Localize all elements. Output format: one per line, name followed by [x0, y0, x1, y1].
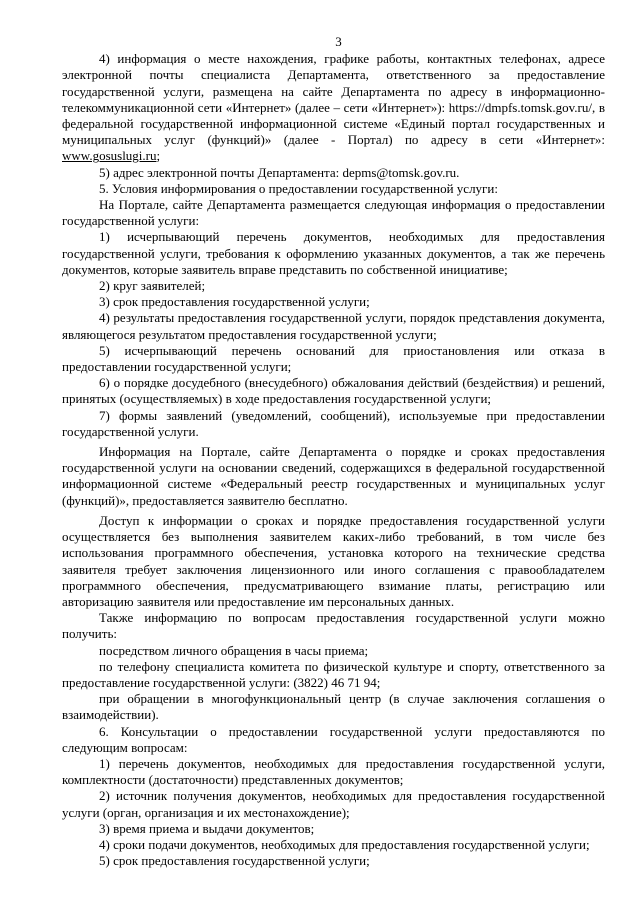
list-item-service-term: 5) срок предоставления государственной услуги; [99, 853, 370, 869]
list-item-documents: 1) исчерпывающий перечень документов, необходимых для предоставления государственной услуги, требования к оформлению указанных документов, а так же перечень документов, которые заявитель вправе представить по собственной инициативе; [62, 229, 605, 277]
paragraph-text: 4) информация о месте нахождения, графике работы, контактных телефонах, адресе электронной почты специалиста Департамента, ответственного за предоставление государственной услуги, размещена на сайте Департамента по адресу в информационно-телекоммуникационной сети «Интернет» (далее – сети «Интернет»): https://dmpfs.tomsk.gov.ru/, в федеральной государственной информационной системе «Единый портал государственных и муниципальных услуг (функций)» (далее - Портал) по адресу в сети «Интернет»: [62, 51, 605, 148]
paragraph-portal-intro: На Портале, сайте Департамента размещается следующая информация о предоставлении государственной услуги: [62, 197, 605, 229]
list-item-refusal-grounds: 5) исчерпывающий перечень оснований для приостановления или отказа в предоставлении государственной услуги; [62, 342, 605, 375]
page-number: 3 [335, 34, 342, 49]
list-item-term: 3) срок предоставления государственной услуги; [99, 294, 370, 310]
list-item-personal-visit: посредством личного обращения в часы приема; [99, 642, 369, 658]
paragraph-also-obtain: Также информацию по вопросам предоставления государственной услуги можно получить: [62, 610, 605, 642]
list-item-doc-list: 1) перечень документов, необходимых для предоставления государственной услуги, комплектности (достаточности) представленных документов; [62, 755, 605, 788]
paragraph-access: Доступ к информации о сроках и порядке предоставления государственной услуги осуществляется без выполнения заявителем каких-либо требований, в том числе без использования программного обеспечения, установка которого на технические средства заявителя требует заключения лицензионного или иного соглашения с правообладателем программного обеспечения, предусматривающего взимание платы, регистрацию или авторизацию заявителя или предоставление им персональных данных. [62, 512, 605, 609]
list-item-reception-time: 3) время приема и выдачи документов; [99, 820, 315, 836]
list-item-submission-terms: 4) сроки подачи документов, необходимых для предоставления государственной услуги; [99, 836, 590, 852]
paragraph-portal-info: Информация на Портале, сайте Департамента о порядке и сроках предоставления государственной услуги на основании сведений, содержащихся в федеральной государственной информационной системе «Федеральный реестр государственных и муниципальных услуг (функций)», предоставляется заявителю бесплатно. [62, 444, 605, 508]
list-item-results: 4) результаты предоставления государственной услуги, порядок представления документа, являющегося результатом предоставления государственной услуги; [62, 310, 605, 342]
list-item-forms: 7) формы заявлений (уведомлений, сообщений), используемые при предоставлении государственной услуги. [62, 407, 605, 439]
paragraph-text-tail: ; [156, 148, 161, 164]
list-item-phone: по телефону специалиста комитета по физической культуре и спорту, ответственного за предоставление государственной услуги: (3822) 46 71 94; [62, 658, 605, 690]
paragraph-section-5: 5. Условия информирования о предоставлении государственной услуги: [99, 180, 498, 196]
list-item-doc-source: 2) источник получения документов, необходимых для предоставления государственной услуги (орган, организация и их местонахождение); [62, 788, 605, 820]
gosuslugi-link[interactable]: www.gosuslugi.ru [62, 148, 157, 164]
paragraph-email: 5) адрес электронной почты Департамента: depms@tomsk.gov.ru. [99, 164, 460, 180]
list-item-applicants: 2) круг заявителей; [99, 278, 206, 294]
paragraph-section-6: 6. Консультации о предоставлении государственной услуги предоставляются по следующим вопросам: [62, 723, 605, 755]
list-item-mfc: при обращении в многофункциональный центр (в случае заключения соглашения о взаимодействии). [62, 691, 605, 723]
list-item-appeal: 6) о порядке досудебного (внесудебного) обжалования действий (бездействия) и решений, принятых (осуществляемых) в ходе предоставления государственной услуги; [62, 375, 605, 407]
paragraph-info-location [62, 51, 605, 164]
